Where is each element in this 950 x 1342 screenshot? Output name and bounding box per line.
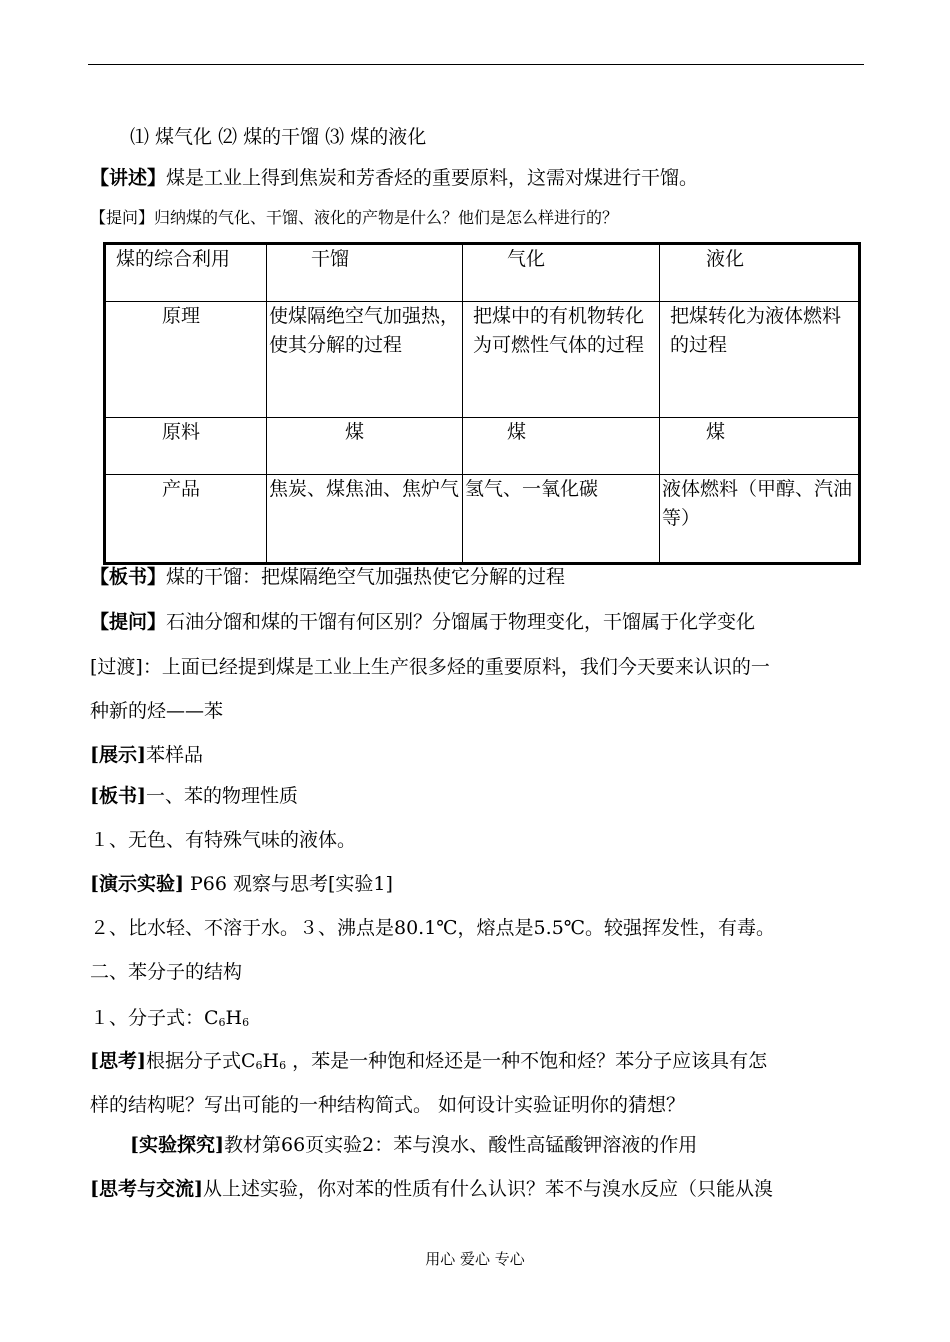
property-2-3: ２、比水轻、不溶于水。３、沸点是80.1℃，熔点是5.5℃。较强挥发性，有毒。 bbox=[90, 917, 776, 939]
table-cell: 把煤转化为液体燃料的过程 bbox=[660, 302, 860, 418]
experiment-tag: [实验探究] bbox=[130, 1134, 224, 1156]
transition-line-1: [过渡]：上面已经提到煤是工业上生产很多烃的重要原料，我们今天要来认识的一 bbox=[90, 656, 770, 678]
question-paragraph-2 bbox=[90, 609, 755, 635]
table-cell: 煤 bbox=[267, 418, 463, 475]
table-cell: 煤 bbox=[463, 418, 660, 475]
section-heading-structure: 二、苯分子的结构 bbox=[90, 961, 243, 983]
discussion-text: 从上述实验，你对苯的性质有什么认识？苯不与溴水反应（只能从溴 bbox=[202, 1178, 773, 1200]
page-footer: 用心 爱心 专心 bbox=[425, 1250, 525, 1268]
table-cell: 液体燃料（甲醇、汽油等） bbox=[660, 475, 860, 564]
formula-subscript: 6 bbox=[279, 1059, 287, 1072]
table-header-cell: 气化 bbox=[463, 244, 660, 302]
board-paragraph-2 bbox=[90, 783, 298, 809]
question-text: 石油分馏和煤的干馏有何区别？分馏属于物理变化，干馏属于化学变化 bbox=[166, 611, 756, 633]
discussion-paragraph bbox=[90, 1176, 773, 1202]
formula-h: H bbox=[262, 1050, 280, 1072]
table-cell: 原料 bbox=[105, 418, 267, 475]
coal-methods-list: ⑴ 煤气化 ⑵ 煤的干馏 ⑶ 煤的液化 bbox=[130, 126, 427, 148]
think-paragraph-cont: 样的结构呢？写出可能的一种结构简式。 如何设计实验证明你的猜想？ bbox=[90, 1094, 686, 1116]
think-text-c: ，苯是一种饱和烃还是一种不饱和烃？苯分子应该具有怎 bbox=[286, 1050, 768, 1072]
table-cell: 煤 bbox=[660, 418, 860, 475]
table-header-row bbox=[105, 244, 860, 302]
table-header-cell: 干馏 bbox=[267, 244, 463, 302]
transition-line-2: 种新的烃——苯 bbox=[90, 700, 224, 722]
header-rule bbox=[88, 64, 864, 65]
display-paragraph bbox=[90, 742, 203, 768]
board-paragraph bbox=[90, 564, 565, 590]
think-paragraph bbox=[90, 1048, 767, 1079]
table-cell: 产品 bbox=[105, 475, 267, 564]
table-row bbox=[105, 302, 860, 418]
table-cell: 焦炭、煤焦油、焦炉气 bbox=[267, 475, 463, 564]
formula-subscript: 6 bbox=[255, 1059, 263, 1072]
formula-h: H bbox=[225, 1007, 243, 1029]
think-tag: [思考] bbox=[90, 1050, 146, 1072]
board-tag-2: [板书] bbox=[90, 785, 146, 807]
board-text-2: 一、苯的物理性质 bbox=[145, 785, 298, 807]
demo-text: P66 观察与思考[实验1] bbox=[183, 873, 393, 895]
formula-prefix: １、分子式：C bbox=[90, 1007, 219, 1029]
demo-tag: [演示实验] bbox=[90, 873, 184, 895]
table-cell: 把煤中的有机物转化为可燃性气体的过程 bbox=[463, 302, 660, 418]
display-text: 苯样品 bbox=[145, 744, 203, 766]
table-row bbox=[105, 475, 860, 564]
table-cell: 原理 bbox=[105, 302, 267, 418]
think-text-a: 根据分子式C bbox=[145, 1050, 256, 1072]
lecture-paragraph bbox=[90, 165, 698, 191]
board-tag: 【板书】 bbox=[90, 566, 167, 588]
display-tag: [展示] bbox=[90, 744, 146, 766]
lecture-tag: 【讲述】 bbox=[90, 167, 167, 189]
board-text: 煤的干馏：把煤隔绝空气加强热使它分解的过程 bbox=[166, 566, 566, 588]
table-header-cell: 煤的综合利用 bbox=[105, 244, 267, 302]
table-row bbox=[105, 418, 860, 475]
property-1: １、无色、有特殊气味的液体。 bbox=[90, 829, 357, 851]
discussion-tag: [思考与交流] bbox=[90, 1178, 203, 1200]
table-cell: 使煤隔绝空气加强热，使其分解的过程 bbox=[267, 302, 463, 418]
formula-subscript: 6 bbox=[218, 1016, 226, 1029]
table-header-cell: 液化 bbox=[660, 244, 860, 302]
formula-subscript: 6 bbox=[242, 1016, 250, 1029]
lecture-text: 煤是工业上得到焦炭和芳香烃的重要原料，这需对煤进行干馏。 bbox=[166, 167, 699, 189]
experiment-text: 教材第66页实验2：苯与溴水、酸性高锰酸钾溶液的作用 bbox=[223, 1134, 698, 1156]
experiment-paragraph bbox=[130, 1132, 697, 1158]
molecular-formula bbox=[90, 1005, 249, 1036]
question-paragraph: 【提问】归纳煤的气化、干馏、液化的产物是什么？他们是怎么样进行的？ bbox=[90, 208, 619, 227]
demo-paragraph bbox=[90, 871, 393, 897]
coal-utilization-table bbox=[103, 242, 861, 565]
table-cell: 氢气、一氧化碳 bbox=[463, 475, 660, 564]
question-tag: 【提问】 bbox=[90, 611, 167, 633]
